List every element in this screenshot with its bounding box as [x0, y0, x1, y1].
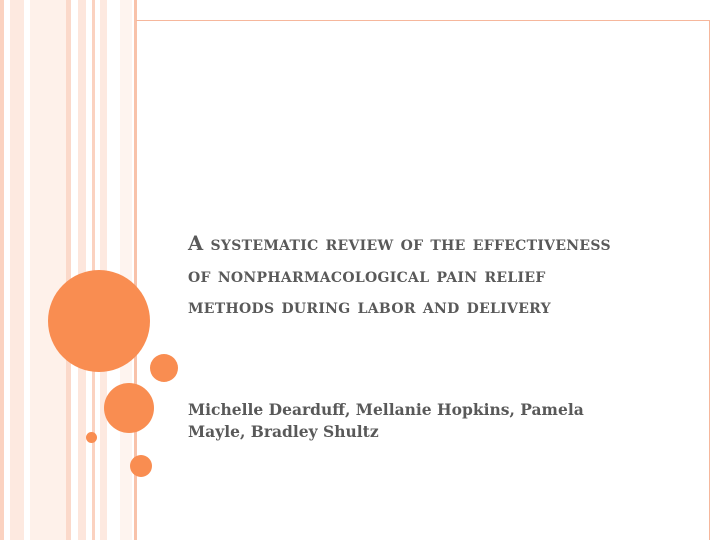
decorative-circle-medium — [104, 383, 154, 433]
decorative-circle-small — [150, 354, 178, 382]
slide-title: A systematic review of the effectiveness of nonpharmacological pain relief methods during labor and delivery — [188, 232, 611, 318]
decorative-stripe — [10, 0, 24, 540]
decorative-stripe — [66, 0, 71, 540]
frame-line-right — [709, 20, 710, 540]
decorative-stripe — [30, 0, 66, 540]
slide-authors: Michelle Dearduff, Mellanie Hopkins, Pamela Mayle, Bradley Shultz — [188, 400, 584, 441]
decorative-stripe — [0, 0, 4, 540]
decorative-stripe — [120, 0, 132, 540]
decorative-circle-tiny — [86, 432, 97, 443]
decorative-circle-large — [48, 270, 150, 372]
decorative-circle-small — [130, 455, 152, 477]
decorative-stripe — [78, 0, 86, 540]
frame-line-top — [136, 20, 710, 21]
